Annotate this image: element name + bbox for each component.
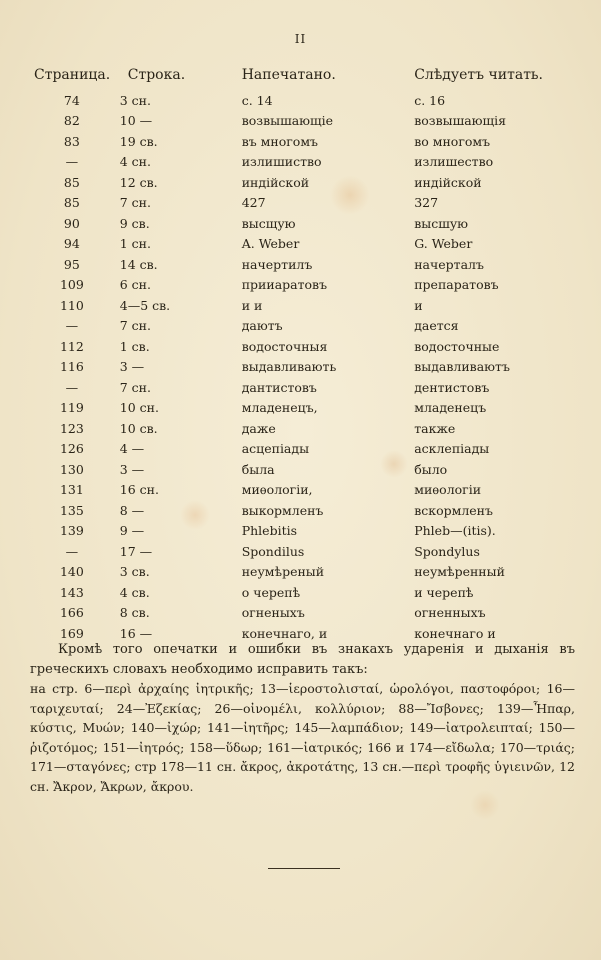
cell-read: 327 bbox=[414, 195, 439, 211]
cell-page: 135 bbox=[59, 502, 84, 518]
errata-row bbox=[30, 213, 570, 234]
cell-page: 143 bbox=[59, 584, 84, 600]
cell-read: было bbox=[414, 461, 448, 477]
cell-printed: 427 bbox=[241, 195, 266, 211]
cell-read: конечнаго и bbox=[414, 625, 496, 641]
cell-printed: прииаратовъ bbox=[241, 277, 328, 293]
cell-read: во многомъ bbox=[414, 133, 491, 149]
cell-page: 90 bbox=[63, 215, 80, 231]
cell-printed: даютъ bbox=[241, 318, 283, 334]
cell-page: 94 bbox=[63, 236, 80, 252]
cell-printed: младенецъ, bbox=[241, 400, 318, 416]
cell-read: излишество bbox=[414, 154, 494, 170]
cell-printed: выкормленъ bbox=[241, 502, 324, 518]
cell-read: и черепѣ bbox=[414, 584, 474, 600]
cell-read: возвышающія bbox=[414, 113, 507, 129]
errata-row bbox=[30, 357, 570, 378]
cell-page: 85 bbox=[63, 195, 80, 211]
cell-line: 7 сн. bbox=[119, 379, 151, 395]
cell-page: 166 bbox=[59, 605, 84, 621]
cell-printed: огненыхъ bbox=[241, 605, 305, 621]
cell-printed: индійской bbox=[241, 174, 310, 190]
cell-printed: водосточныя bbox=[241, 338, 328, 354]
cell-line: 1 сн. bbox=[119, 236, 151, 252]
errata-row bbox=[30, 90, 570, 111]
errata-table bbox=[30, 66, 570, 644]
cell-page: — bbox=[65, 543, 79, 559]
cell-read: индійской bbox=[414, 174, 482, 190]
errata-row bbox=[30, 500, 570, 521]
cell-read: высшую bbox=[414, 215, 469, 231]
cell-printed: Spondilus bbox=[241, 543, 305, 559]
errata-body bbox=[30, 90, 570, 644]
cell-printed: с. 14 bbox=[241, 92, 273, 108]
cell-line: 4 св. bbox=[119, 584, 150, 600]
cell-line: 12 св. bbox=[119, 174, 158, 190]
errata-row bbox=[30, 377, 570, 398]
cell-printed: даже bbox=[241, 420, 276, 436]
cell-page: 119 bbox=[59, 400, 84, 416]
cell-line: 4—5 св. bbox=[119, 297, 171, 313]
cell-line: 10 — bbox=[119, 113, 153, 129]
cell-read: начерталъ bbox=[414, 256, 484, 272]
cell-printed: миѳологіи, bbox=[241, 482, 313, 498]
cell-printed: излишиство bbox=[241, 154, 322, 170]
header-printed: Напечатано. bbox=[241, 67, 336, 83]
errata-row bbox=[30, 398, 570, 419]
cell-line: 7 сн. bbox=[119, 318, 151, 334]
errata-row bbox=[30, 131, 570, 152]
cell-read: водосточные bbox=[414, 338, 500, 354]
cell-line: 3 сн. bbox=[119, 92, 151, 108]
cell-line: 9 св. bbox=[119, 215, 150, 231]
errata-row bbox=[30, 582, 570, 603]
cell-line: 16 — bbox=[119, 625, 153, 641]
cell-read: миѳологіи bbox=[414, 482, 482, 498]
cell-printed: была bbox=[241, 461, 275, 477]
cell-read: вскормленъ bbox=[414, 502, 493, 518]
errata-row bbox=[30, 254, 570, 275]
cell-page: 116 bbox=[59, 359, 84, 375]
cell-read: G. Weber bbox=[414, 236, 473, 252]
greek-corrections-note bbox=[30, 640, 575, 796]
page-number: II bbox=[294, 32, 307, 46]
cell-read: неумѣренный bbox=[414, 564, 505, 580]
cell-line: 16 сн. bbox=[119, 482, 159, 498]
cell-page: 139 bbox=[59, 523, 84, 539]
cell-printed: о черепѣ bbox=[241, 584, 301, 600]
cell-read: дается bbox=[414, 318, 459, 334]
errata-row bbox=[30, 562, 570, 583]
header-read: Слѣдуетъ читать. bbox=[414, 67, 544, 83]
cell-line: 3 — bbox=[119, 461, 145, 477]
errata-row bbox=[30, 439, 570, 460]
header-line: Строка. bbox=[127, 67, 186, 83]
errata-row bbox=[30, 521, 570, 542]
cell-line: 4 сн. bbox=[119, 154, 151, 170]
cell-page: 95 bbox=[63, 256, 80, 272]
errata-row bbox=[30, 234, 570, 255]
cell-page: — bbox=[65, 154, 79, 170]
errata-row bbox=[30, 480, 570, 501]
errata-row bbox=[30, 541, 570, 562]
errata-row bbox=[30, 193, 570, 214]
cell-page: 85 bbox=[63, 174, 80, 190]
errata-row bbox=[30, 295, 570, 316]
cell-read: выдавливаютъ bbox=[414, 359, 510, 375]
cell-page: 110 bbox=[59, 297, 84, 313]
cell-page: 131 bbox=[59, 482, 84, 498]
cell-page: 83 bbox=[63, 133, 80, 149]
cell-line: 8 св. bbox=[119, 605, 150, 621]
cell-line: 10 сн. bbox=[119, 400, 159, 416]
cell-line: 3 — bbox=[119, 359, 145, 375]
cell-read: огненныхъ bbox=[414, 605, 486, 621]
cell-line: 9 — bbox=[119, 523, 145, 539]
cell-line: 1 св. bbox=[119, 338, 150, 354]
cell-line: 4 — bbox=[119, 441, 145, 457]
errata-row bbox=[30, 316, 570, 337]
cell-line: 10 св. bbox=[119, 420, 158, 436]
cell-page: 82 bbox=[63, 113, 80, 129]
cell-printed: начертилъ bbox=[241, 256, 313, 272]
cell-line: 17 — bbox=[119, 543, 153, 559]
cell-printed: высщую bbox=[241, 215, 296, 231]
cell-printed: асцепіады bbox=[241, 441, 310, 457]
cell-line: 3 св. bbox=[119, 564, 150, 580]
cell-read: дентистовъ bbox=[414, 379, 490, 395]
cell-page: 109 bbox=[59, 277, 84, 293]
cell-read: Spondylus bbox=[414, 543, 480, 559]
cell-page: — bbox=[65, 379, 79, 395]
cell-printed: выдавливають bbox=[241, 359, 337, 375]
cell-page: — bbox=[65, 318, 79, 334]
errata-row bbox=[30, 111, 570, 132]
errata-header-row bbox=[30, 66, 570, 90]
errata-row bbox=[30, 152, 570, 173]
cell-read: препаратовъ bbox=[414, 277, 499, 293]
cell-read: и bbox=[414, 297, 423, 313]
cell-printed: A. Weber bbox=[241, 236, 300, 252]
errata-row bbox=[30, 603, 570, 624]
errata-row bbox=[30, 418, 570, 439]
cell-page: 74 bbox=[63, 92, 80, 108]
errata-row bbox=[30, 172, 570, 193]
cell-line: 8 — bbox=[119, 502, 145, 518]
errata-row bbox=[30, 336, 570, 357]
header-page: Страница. bbox=[34, 67, 111, 83]
cell-printed: въ многомъ bbox=[241, 133, 319, 149]
cell-line: 19 св. bbox=[119, 133, 158, 149]
cell-read: также bbox=[414, 420, 456, 436]
cell-line: 7 сн. bbox=[119, 195, 151, 211]
cell-printed: дантистовъ bbox=[241, 379, 317, 395]
cell-read: с. 16 bbox=[414, 92, 446, 108]
cell-printed: конечнаго, и bbox=[241, 625, 328, 641]
cell-page: 140 bbox=[59, 564, 84, 580]
cell-page: 169 bbox=[59, 625, 84, 641]
cell-printed: возвышающіе bbox=[241, 113, 334, 129]
cell-read: младенецъ bbox=[414, 400, 487, 416]
cell-page: 112 bbox=[59, 338, 84, 354]
cell-line: 6 сн. bbox=[119, 277, 151, 293]
closing-rule bbox=[268, 868, 340, 869]
cell-printed: неумѣреный bbox=[241, 564, 325, 580]
cell-read: Phleb—(itis). bbox=[414, 523, 496, 539]
errata-row bbox=[30, 275, 570, 296]
cell-line: 14 св. bbox=[119, 256, 158, 272]
cell-page: 130 bbox=[59, 461, 84, 477]
errata-row bbox=[30, 459, 570, 480]
note-lead-text: Кромѣ того опечатки и ошибки въ знакахъ ударенія и дыханія въ греческихъ словахъ необходимо исправить такъ: bbox=[30, 642, 575, 677]
cell-page: 126 bbox=[59, 441, 84, 457]
cell-printed: Phlebitis bbox=[241, 523, 298, 539]
cell-printed: и и bbox=[241, 297, 263, 313]
cell-read: асклепіады bbox=[414, 441, 490, 457]
cell-page: 123 bbox=[59, 420, 84, 436]
note-greek-text: на стр. 6—περὶ ἀρχαίης ἰητρικῆς; 13—ἱεροστολισταί, ὡρολόγοι, παστοφόροι; 16—ταριχευταί; 24—Ἐζεκίας; 26—οἰνομέλι, κολλύριον; 88—Ἴσβονες; 139—Ἧπαρ, κύστις, Μυών; 140—ἰχώρ; 141—ἰητῆρς; 145—λαμπάδιον; 149—ἰατρολειπταί; 150—ῥιζοτόμος; 151—ἰητρός; 158—ὕδωρ; 161—ἰατρικός; 166 и 174—εἴδωλα; 170—τριάς; 171—σταγόνες; стр 178—11 сн. ἄκρος, ἀκροτάτης, 13 сн.—περὶ τροφῆς ὑγιεινῶν, 12 сн. Ἄκρον, Ἄκρων, ἄκρου. bbox=[30, 681, 575, 794]
